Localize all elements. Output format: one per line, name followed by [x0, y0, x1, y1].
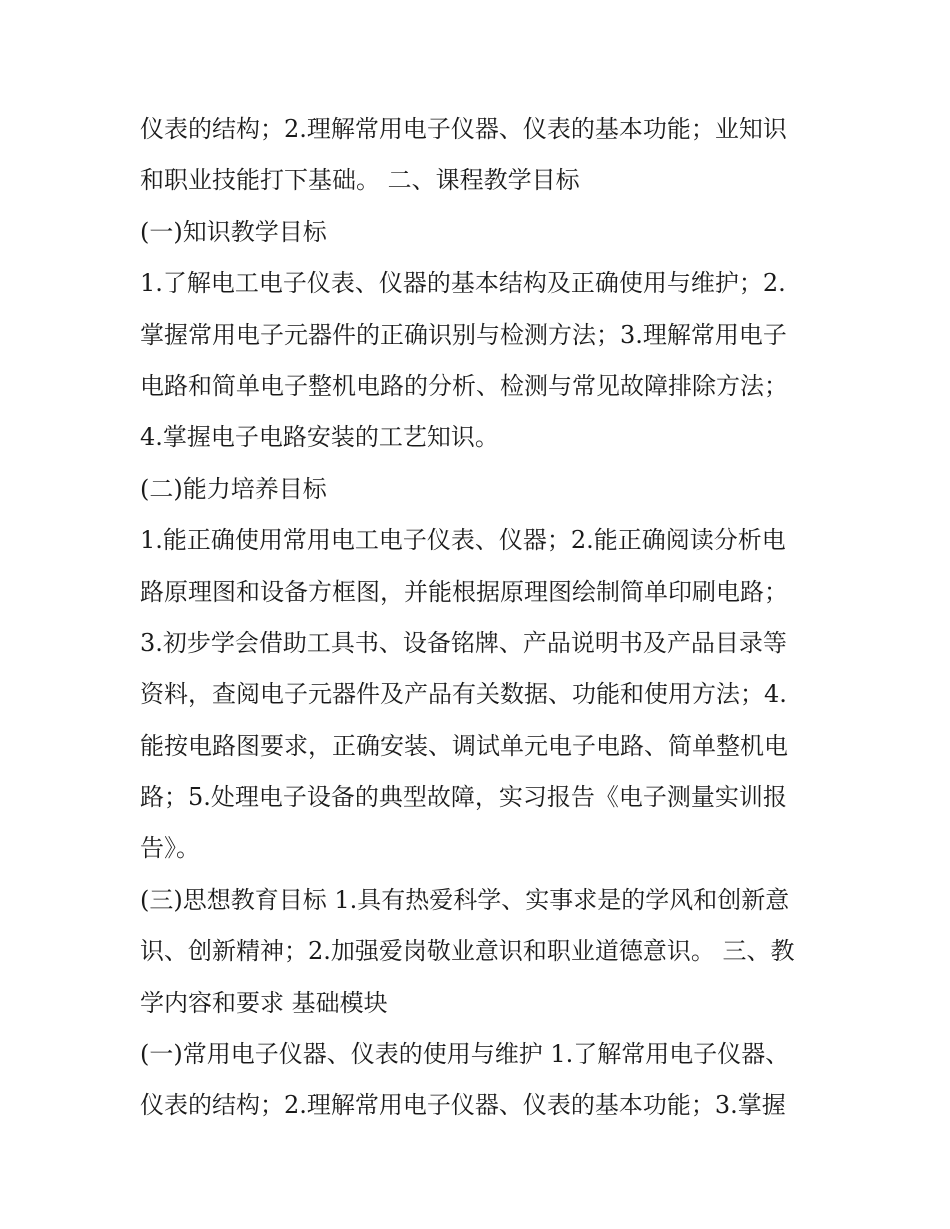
text-line: 路；5.处理电子设备的典型故障，实习报告《电子测量实训报: [140, 783, 787, 812]
text-line: 识、创新精神；2.加强爱岗敬业意识和职业道德意识。 三、教: [140, 937, 795, 966]
section-heading: (二)能力培养目标: [140, 474, 327, 503]
text-line: 仪表的结构；2.理解常用电子仪器、仪表的基本功能；业知识: [140, 115, 787, 143]
text-line: 4.掌握电子电路安装的工艺知识。: [140, 423, 499, 452]
document-body: [140, 104, 820, 1132]
text-line: 1.能正确使用常用电工电子仪表、仪器；2.能正确阅读分析电: [140, 526, 786, 555]
text-line: 能按电路图要求，正确安装、调试单元电子电路、简单整机电: [140, 731, 788, 760]
text-line: 电路和简单电子整机电路的分析、检测与常见故障排除方法；: [140, 371, 788, 400]
text-line: 掌握常用电子元器件的正确识别与检测方法；3.理解常用电子: [140, 320, 787, 349]
section-heading: (三)思想教育目标 1.具有热爱科学、实事求是的学风和创新意: [140, 885, 790, 914]
section-heading: (一)常用电子仪器、仪表的使用与维护 1.了解常用电子仪器、: [140, 1040, 790, 1069]
text-line: 告》。: [140, 834, 200, 863]
section-heading: (一)知识教学目标: [140, 217, 327, 246]
text-line: 1.了解电工电子仪表、仪器的基本结构及正确使用与维护；2.: [140, 269, 786, 298]
text-line: 路原理图和设备方框图，并能根据原理图绘制简单印刷电路；: [140, 577, 788, 606]
text-line: 3.初步学会借助工具书、设备铭牌、产品说明书及产品目录等: [140, 628, 787, 657]
text-line: 资料，查阅电子元器件及产品有关数据、功能和使用方法；4.: [140, 680, 787, 709]
text-line: 学内容和要求 基础模块: [140, 988, 388, 1017]
text-line: 仪表的结构；2.理解常用电子仪器、仪表的基本功能；3.掌握: [140, 1091, 786, 1120]
text-line: 和职业技能打下基础。 二、课程教学目标: [140, 166, 580, 195]
